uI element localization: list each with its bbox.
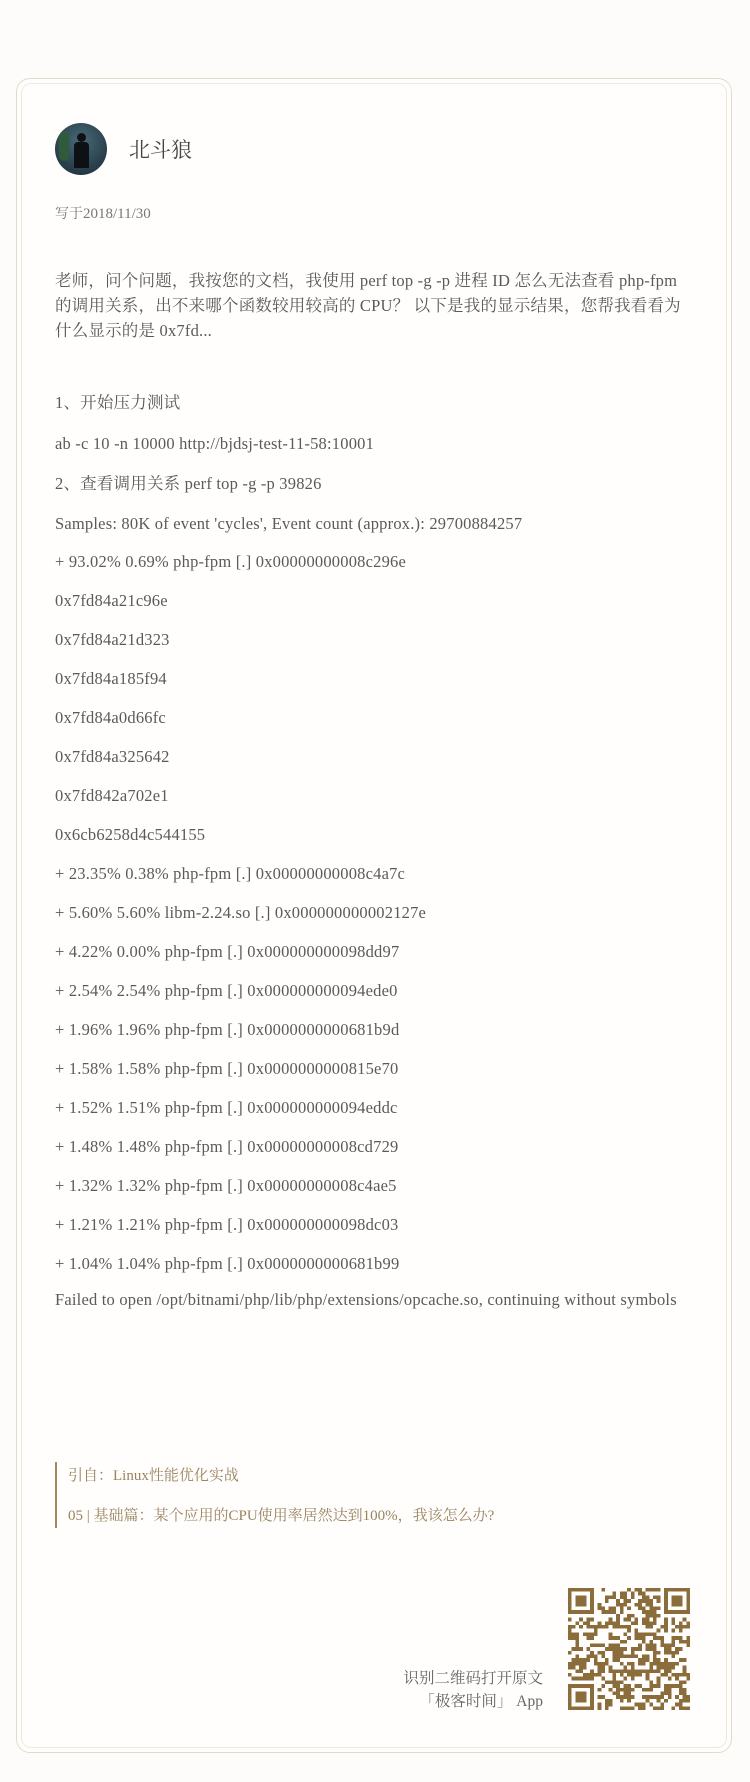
- avatar[interactable]: [55, 123, 107, 175]
- content-line: 0x7fd84a325642: [55, 747, 170, 766]
- content-line: + 93.02% 0.69% php-fpm [.] 0x00000000008c296e: [55, 552, 407, 571]
- footer-line1: 识别二维码打开原文: [403, 1670, 543, 1687]
- quote-block[interactable]: [55, 1462, 688, 1528]
- post-content: [55, 268, 695, 1312]
- footer-text: [403, 1667, 543, 1713]
- post-date: [55, 203, 151, 223]
- content-line: + 1.48% 1.48% php-fpm [.] 0x00000000008cd729: [55, 1137, 399, 1156]
- content-line: + 1.96% 1.96% php-fpm [.] 0x0000000000681b9d: [55, 1020, 400, 1039]
- avatar-figure-head: [77, 133, 86, 142]
- content-line: 0x7fd84a21c96e: [55, 591, 168, 610]
- footer-line2: 「极客时间」 App: [419, 1693, 543, 1710]
- content-line: 0x7fd84a21d323: [55, 630, 170, 649]
- content-line: ab -c 10 -n 10000 http://bjdsj-test-11-58:10001: [55, 434, 375, 453]
- quote-source[interactable]: 引自：Linux性能优化实战: [68, 1468, 239, 1484]
- author-name[interactable]: 北斗狼: [129, 138, 192, 162]
- content-line: 2、查看调用关系 perf top -g -p 39826: [55, 474, 322, 493]
- content-line: 0x7fd84a185f94: [55, 669, 167, 688]
- content-line: 0x6cb6258d4c544155: [55, 825, 206, 844]
- qr-code-icon[interactable]: [568, 1588, 690, 1710]
- quote-chapter[interactable]: 05 | 基础篇：某个应用的CPU使用率居然达到100%，我该怎么办?: [68, 1508, 495, 1524]
- content-line: 0x7fd842a702e1: [55, 786, 169, 805]
- content-line: + 5.60% 5.60% libm-2.24.so [.] 0x000000000002127e: [55, 903, 427, 922]
- avatar-figure-body: [74, 142, 89, 168]
- content-line: 1、开始压力测试: [55, 393, 181, 412]
- content-line: + 1.04% 1.04% php-fpm [.] 0x0000000000681b99: [55, 1254, 400, 1273]
- content-line: 0x7fd84a0d66fc: [55, 708, 166, 727]
- author-header: [55, 123, 192, 175]
- content-line: + 2.54% 2.54% php-fpm [.] 0x000000000094ede0: [55, 981, 398, 1000]
- content-line: Samples: 80K of event 'cycles', Event count (approx.): 29700884257: [55, 514, 523, 533]
- content-line: + 1.32% 1.32% php-fpm [.] 0x00000000008c4ae5: [55, 1176, 397, 1195]
- content-line: + 1.52% 1.51% php-fpm [.] 0x000000000094eddc: [55, 1098, 398, 1117]
- avatar-tree: [59, 131, 69, 161]
- content-line: + 1.58% 1.58% php-fpm [.] 0x0000000000815e70: [55, 1059, 399, 1078]
- date-value: 2018/11/30: [83, 206, 151, 222]
- content-line: + 1.21% 1.21% php-fpm [.] 0x000000000098dc03: [55, 1215, 399, 1234]
- content-lines: [55, 343, 695, 1295]
- content-line: + 23.35% 0.38% php-fpm [.] 0x00000000008c4a7c: [55, 864, 406, 883]
- content-intro: 老师，问个问题，我按您的文档，我使用 perf top -g -p 进程 ID 怎么无法查看 php-fpm 的调用关系，出不来哪个函数较用较高的 CPU？ 以下是我的显示结果，您帮我看看为什么显示的是 0x7fd...: [55, 271, 681, 340]
- date-prefix: 写于: [55, 206, 83, 222]
- content-line: + 4.22% 0.00% php-fpm [.] 0x000000000098dd97: [55, 942, 400, 961]
- content-closing: Failed to open /opt/bitnami/php/lib/php/extensions/opcache.so, continuing without symbols: [55, 1290, 677, 1309]
